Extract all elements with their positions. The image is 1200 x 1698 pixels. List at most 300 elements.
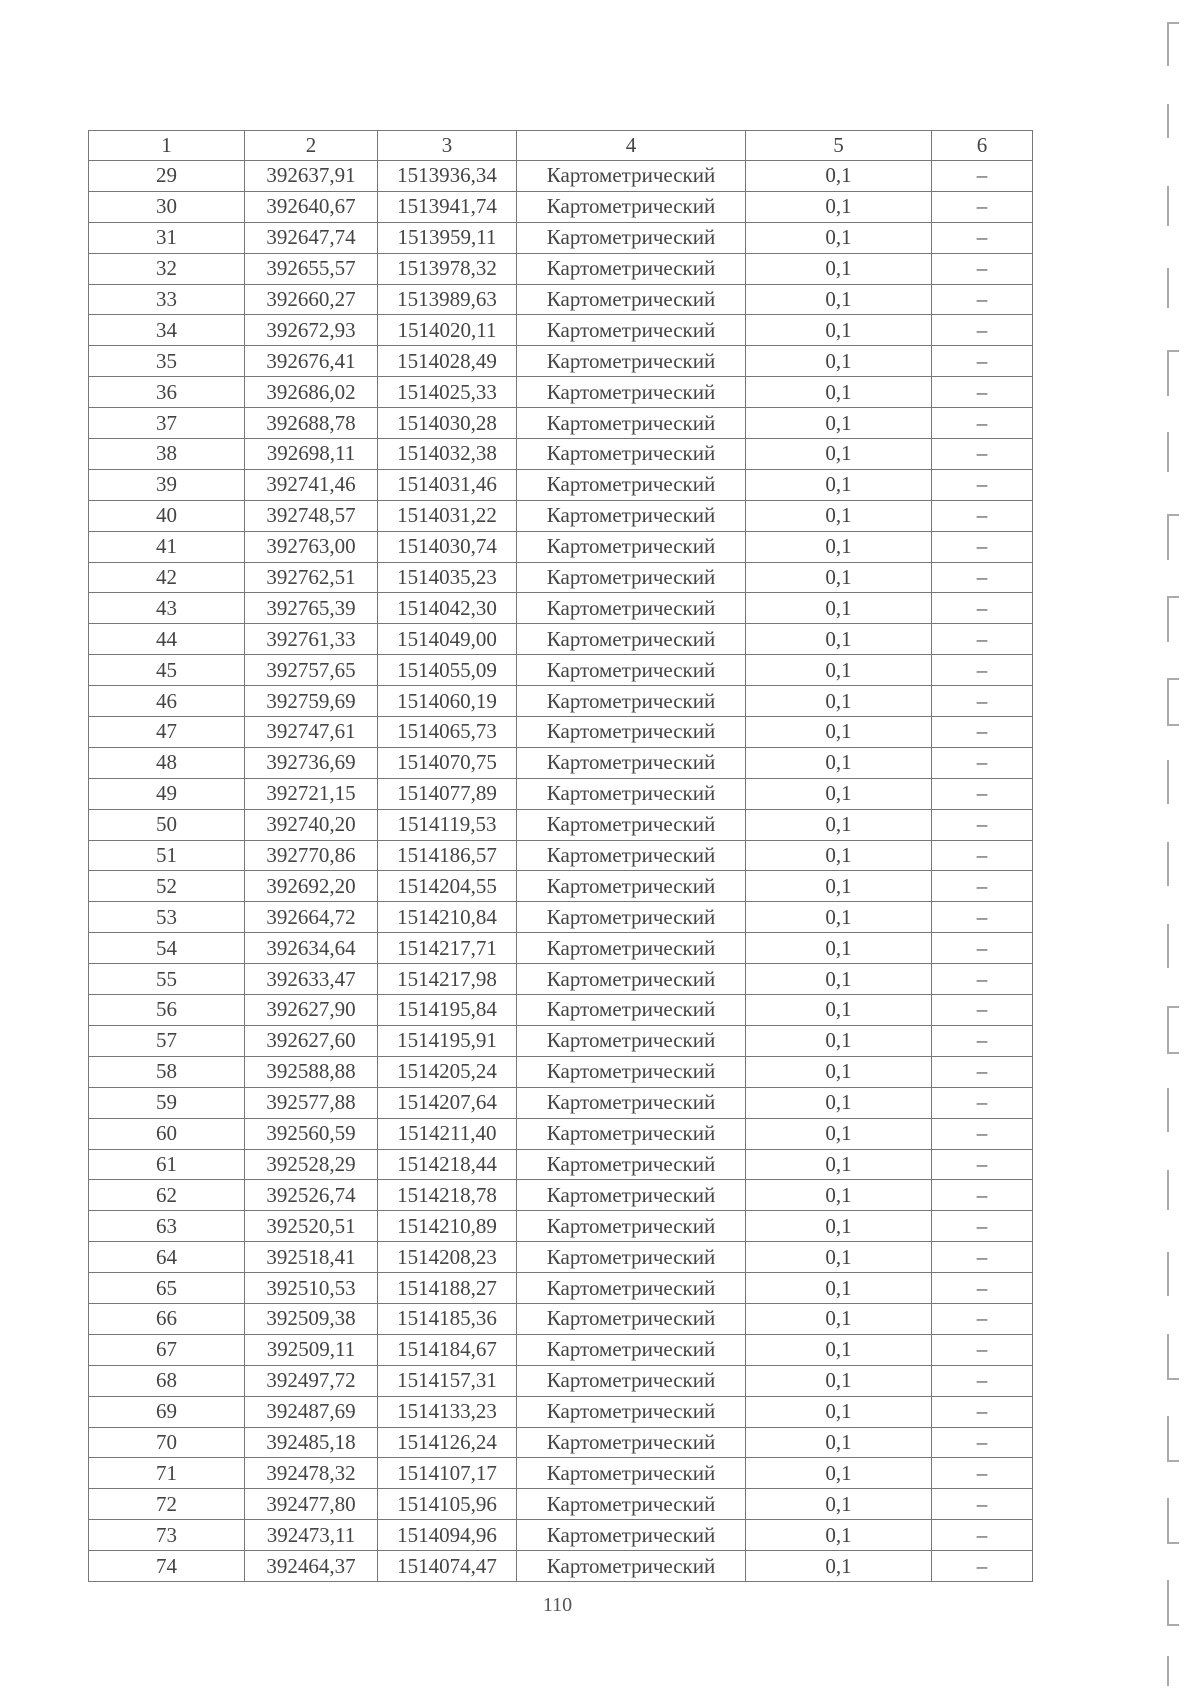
table-cell: 0,1	[746, 377, 932, 408]
table-cell: 0,1	[746, 1334, 932, 1365]
table-cell: 1514094,96	[378, 1520, 517, 1551]
table-cell: 1514211,40	[378, 1118, 517, 1149]
table-cell: 1514217,71	[378, 933, 517, 964]
table-cell: –	[932, 593, 1033, 624]
margin-mark	[1167, 1416, 1179, 1462]
table-cell: Картометрический	[517, 1025, 746, 1056]
table-cell: –	[932, 1087, 1033, 1118]
table-row	[89, 717, 1033, 748]
table-cell: –	[932, 655, 1033, 686]
table-row	[89, 1458, 1033, 1489]
table-cell: Картометрический	[517, 191, 746, 222]
table-cell: 392577,88	[245, 1087, 378, 1118]
table-cell: Картометрический	[517, 1396, 746, 1427]
table-cell: –	[932, 995, 1033, 1026]
table-cell: 0,1	[746, 1056, 932, 1087]
table-body	[89, 131, 1033, 1582]
table-cell: 1514195,84	[378, 995, 517, 1026]
table-cell: 392765,39	[245, 593, 378, 624]
table-cell: –	[932, 346, 1033, 377]
table-cell: 392740,20	[245, 809, 378, 840]
table-cell: 1514157,31	[378, 1365, 517, 1396]
table-cell: 392560,59	[245, 1118, 378, 1149]
table-row	[89, 161, 1033, 192]
margin-mark	[1167, 432, 1179, 472]
table-row	[89, 284, 1033, 315]
table-cell: 52	[89, 871, 245, 902]
table-cell: 38	[89, 439, 245, 470]
table-cell: 50	[89, 809, 245, 840]
table-cell: 392509,38	[245, 1303, 378, 1334]
table-cell: 1514042,30	[378, 593, 517, 624]
table-cell: 66	[89, 1303, 245, 1334]
table-cell: 1514208,23	[378, 1242, 517, 1273]
table-cell: 37	[89, 408, 245, 439]
margin-mark	[1167, 1580, 1179, 1626]
table-cell: 392721,15	[245, 778, 378, 809]
table-cell: 1514035,23	[378, 562, 517, 593]
table-cell: 0,1	[746, 191, 932, 222]
table-cell: 0,1	[746, 840, 932, 871]
table-cell: 392676,41	[245, 346, 378, 377]
table-cell: 48	[89, 747, 245, 778]
table-cell: 0,1	[746, 995, 932, 1026]
table-cell: 0,1	[746, 778, 932, 809]
margin-mark	[1167, 678, 1179, 726]
table-row	[89, 747, 1033, 778]
table-cell: 0,1	[746, 655, 932, 686]
margin-mark	[1167, 760, 1179, 804]
table-cell: Картометрический	[517, 593, 746, 624]
table-cell: –	[932, 1149, 1033, 1180]
table-cell: 53	[89, 902, 245, 933]
table-cell: 1514025,33	[378, 377, 517, 408]
table-cell: 0,1	[746, 500, 932, 531]
table-cell: 0,1	[746, 686, 932, 717]
table-cell: 1514030,28	[378, 408, 517, 439]
table-cell: 0,1	[746, 1025, 932, 1056]
table-cell: 392688,78	[245, 408, 378, 439]
table-cell: 0,1	[746, 1365, 932, 1396]
table-cell: 392473,11	[245, 1520, 378, 1551]
table-row	[89, 1025, 1033, 1056]
table-cell: Картометрический	[517, 655, 746, 686]
table-cell: –	[932, 1396, 1033, 1427]
table-cell: 392509,11	[245, 1334, 378, 1365]
table-cell: –	[932, 871, 1033, 902]
coordinates-table	[88, 130, 1033, 1582]
table-cell: 0,1	[746, 1520, 932, 1551]
table-cell: 57	[89, 1025, 245, 1056]
table-cell: 392763,00	[245, 531, 378, 562]
table-cell: 0,1	[746, 1273, 932, 1304]
table-cell: Картометрический	[517, 222, 746, 253]
table-cell: –	[932, 1180, 1033, 1211]
table-cell: 41	[89, 531, 245, 562]
table-cell: 58	[89, 1056, 245, 1087]
table-cell: –	[932, 222, 1033, 253]
column-header: 1	[89, 131, 245, 161]
table-cell: 54	[89, 933, 245, 964]
table-row	[89, 1365, 1033, 1396]
table-cell: 0,1	[746, 439, 932, 470]
table-cell: 392759,69	[245, 686, 378, 717]
table-cell: 0,1	[746, 1396, 932, 1427]
table-cell: 73	[89, 1520, 245, 1551]
table-cell: 0,1	[746, 902, 932, 933]
table-cell: 36	[89, 377, 245, 408]
table-cell: 0,1	[746, 408, 932, 439]
table-row	[89, 562, 1033, 593]
table-cell: 392655,57	[245, 253, 378, 284]
table-cell: 1514065,73	[378, 717, 517, 748]
column-header: 4	[517, 131, 746, 161]
table-cell: 1514185,36	[378, 1303, 517, 1334]
table-cell: Картометрический	[517, 439, 746, 470]
margin-mark	[1167, 596, 1179, 642]
table-cell: –	[932, 1242, 1033, 1273]
table-cell: –	[932, 902, 1033, 933]
table-row	[89, 1427, 1033, 1458]
table-cell: 0,1	[746, 964, 932, 995]
table-cell: 44	[89, 624, 245, 655]
margin-mark	[1167, 924, 1179, 968]
table-cell: 56	[89, 995, 245, 1026]
table-cell: –	[932, 1520, 1033, 1551]
table-cell: Картометрический	[517, 1211, 746, 1242]
table-cell: 392510,53	[245, 1273, 378, 1304]
table-cell: Картометрический	[517, 408, 746, 439]
table-cell: –	[932, 624, 1033, 655]
table-cell: 392518,41	[245, 1242, 378, 1273]
table-cell: 0,1	[746, 1118, 932, 1149]
table-cell: 392464,37	[245, 1551, 378, 1582]
table-cell: 1514217,98	[378, 964, 517, 995]
table-cell: 0,1	[746, 562, 932, 593]
table-row	[89, 253, 1033, 284]
table-cell: 392627,90	[245, 995, 378, 1026]
table-cell: 392748,57	[245, 500, 378, 531]
table-cell: –	[932, 1211, 1033, 1242]
table-cell: –	[932, 1303, 1033, 1334]
table-cell: 1514133,23	[378, 1396, 517, 1427]
table-cell: 0,1	[746, 1489, 932, 1520]
table-cell: 74	[89, 1551, 245, 1582]
table-cell: Картометрический	[517, 1149, 746, 1180]
table-cell: 392478,32	[245, 1458, 378, 1489]
table-cell: 1514028,49	[378, 346, 517, 377]
table-cell: 392633,47	[245, 964, 378, 995]
table-cell: Картометрический	[517, 871, 746, 902]
table-cell: –	[932, 562, 1033, 593]
table-cell: 392634,64	[245, 933, 378, 964]
table-cell: 0,1	[746, 1211, 932, 1242]
table-cell: 1514031,46	[378, 469, 517, 500]
table-cell: Картометрический	[517, 1334, 746, 1365]
table-cell: Картометрический	[517, 809, 746, 840]
table-cell: 392487,69	[245, 1396, 378, 1427]
table-cell: –	[932, 408, 1033, 439]
table-cell: Картометрический	[517, 1056, 746, 1087]
table-cell: 1514020,11	[378, 315, 517, 346]
margin-mark	[1167, 186, 1179, 226]
table-row	[89, 902, 1033, 933]
table-cell: 1514205,24	[378, 1056, 517, 1087]
table-cell: –	[932, 840, 1033, 871]
table-cell: Картометрический	[517, 717, 746, 748]
table-cell: 1514184,67	[378, 1334, 517, 1365]
margin-mark	[1167, 350, 1179, 396]
table-cell: –	[932, 469, 1033, 500]
table-cell: 42	[89, 562, 245, 593]
column-header: 2	[245, 131, 378, 161]
table-row	[89, 1087, 1033, 1118]
table-cell: 1514060,19	[378, 686, 517, 717]
table-cell: 392660,27	[245, 284, 378, 315]
table-cell: 1513959,11	[378, 222, 517, 253]
table-cell: –	[932, 1025, 1033, 1056]
margin-mark	[1167, 842, 1179, 886]
table-row	[89, 1180, 1033, 1211]
table-cell: 1514186,57	[378, 840, 517, 871]
table-cell: 0,1	[746, 222, 932, 253]
table-cell: 0,1	[746, 593, 932, 624]
table-cell: Картометрический	[517, 686, 746, 717]
table-row	[89, 1489, 1033, 1520]
table-cell: 71	[89, 1458, 245, 1489]
table-row	[89, 315, 1033, 346]
table-cell: 1514105,96	[378, 1489, 517, 1520]
table-cell: 1514031,22	[378, 500, 517, 531]
table-cell: 0,1	[746, 346, 932, 377]
table-cell: 29	[89, 161, 245, 192]
table-cell: Картометрический	[517, 346, 746, 377]
table-cell: –	[932, 284, 1033, 315]
table-cell: Картометрический	[517, 161, 746, 192]
table-cell: 392637,91	[245, 161, 378, 192]
table-cell: 1514218,44	[378, 1149, 517, 1180]
margin-mark	[1167, 514, 1179, 560]
table-row	[89, 809, 1033, 840]
table-cell: 39	[89, 469, 245, 500]
table-cell: Картометрический	[517, 933, 746, 964]
table-cell: Картометрический	[517, 747, 746, 778]
table-cell: 392528,29	[245, 1149, 378, 1180]
table-cell: Картометрический	[517, 315, 746, 346]
margin-mark	[1167, 1656, 1179, 1686]
table-row	[89, 1211, 1033, 1242]
column-header: 3	[378, 131, 517, 161]
table-cell: 55	[89, 964, 245, 995]
table-cell: 392698,11	[245, 439, 378, 470]
column-header: 6	[932, 131, 1033, 161]
table-cell: Картометрический	[517, 1273, 746, 1304]
table-cell: 1513989,63	[378, 284, 517, 315]
table-cell: 392736,69	[245, 747, 378, 778]
table-row	[89, 995, 1033, 1026]
table-cell: 0,1	[746, 747, 932, 778]
table-cell: 1513978,32	[378, 253, 517, 284]
table-cell: Картометрический	[517, 1087, 746, 1118]
table-cell: 0,1	[746, 1458, 932, 1489]
table-cell: Картометрический	[517, 562, 746, 593]
table-cell: 392664,72	[245, 902, 378, 933]
table-cell: Картометрический	[517, 1365, 746, 1396]
table-cell: Картометрический	[517, 1458, 746, 1489]
table-cell: 0,1	[746, 1242, 932, 1273]
table-row	[89, 778, 1033, 809]
table-cell: Картометрический	[517, 778, 746, 809]
table-cell: 392588,88	[245, 1056, 378, 1087]
table-cell: 0,1	[746, 624, 932, 655]
table-cell: Картометрический	[517, 1551, 746, 1582]
table-cell: 1514126,24	[378, 1427, 517, 1458]
table-cell: 392627,60	[245, 1025, 378, 1056]
table-cell: –	[932, 1427, 1033, 1458]
margin-mark	[1167, 104, 1179, 138]
table-cell: 59	[89, 1087, 245, 1118]
table-cell: –	[932, 686, 1033, 717]
table-row	[89, 933, 1033, 964]
table-cell: 1514207,64	[378, 1087, 517, 1118]
table-cell: 1514077,89	[378, 778, 517, 809]
margin-mark	[1167, 1498, 1179, 1544]
table-cell: 0,1	[746, 1551, 932, 1582]
table-row	[89, 655, 1033, 686]
table-cell: 392485,18	[245, 1427, 378, 1458]
table-row	[89, 964, 1033, 995]
table-cell: –	[932, 191, 1033, 222]
table-cell: –	[932, 809, 1033, 840]
table-row	[89, 408, 1033, 439]
table-cell: 1514049,00	[378, 624, 517, 655]
table-row	[89, 1334, 1033, 1365]
margin-mark	[1167, 1170, 1179, 1210]
table-cell: Картометрический	[517, 1118, 746, 1149]
table-row	[89, 222, 1033, 253]
table-row	[89, 1056, 1033, 1087]
table-cell: 392757,65	[245, 655, 378, 686]
table-cell: 0,1	[746, 531, 932, 562]
table-cell: –	[932, 933, 1033, 964]
table-cell: –	[932, 1056, 1033, 1087]
table-cell: 0,1	[746, 1087, 932, 1118]
table-cell: 1514055,09	[378, 655, 517, 686]
table-cell: 0,1	[746, 809, 932, 840]
table-cell: 1514032,38	[378, 439, 517, 470]
table-cell: 392647,74	[245, 222, 378, 253]
table-cell: 392747,61	[245, 717, 378, 748]
table-cell: 0,1	[746, 1427, 932, 1458]
table-cell: Картометрический	[517, 964, 746, 995]
table-cell: Картометрический	[517, 377, 746, 408]
table-cell: –	[932, 531, 1033, 562]
table-cell: 0,1	[746, 315, 932, 346]
table-cell: –	[932, 964, 1033, 995]
table-cell: –	[932, 439, 1033, 470]
table-cell: 392741,46	[245, 469, 378, 500]
table-row	[89, 1520, 1033, 1551]
table-cell: Картометрический	[517, 840, 746, 871]
table-cell: 392640,67	[245, 191, 378, 222]
table-row	[89, 469, 1033, 500]
table-row	[89, 1242, 1033, 1273]
table-cell: –	[932, 315, 1033, 346]
table-cell: –	[932, 161, 1033, 192]
table-cell: 1513941,74	[378, 191, 517, 222]
table-cell: 0,1	[746, 1303, 932, 1334]
table-cell: –	[932, 717, 1033, 748]
table-cell: 49	[89, 778, 245, 809]
table-cell: Картометрический	[517, 531, 746, 562]
table-cell: 0,1	[746, 284, 932, 315]
table-cell: Картометрический	[517, 1303, 746, 1334]
table-cell: 0,1	[746, 161, 932, 192]
table-row	[89, 377, 1033, 408]
table-cell: 43	[89, 593, 245, 624]
column-header: 5	[746, 131, 932, 161]
table-cell: 1514210,89	[378, 1211, 517, 1242]
table-cell: –	[932, 1458, 1033, 1489]
table-cell: 1514210,84	[378, 902, 517, 933]
table-row	[89, 1273, 1033, 1304]
table-row	[89, 1149, 1033, 1180]
table-cell: 392761,33	[245, 624, 378, 655]
table-cell: 392770,86	[245, 840, 378, 871]
table-cell: Картометрический	[517, 1242, 746, 1273]
table-row	[89, 840, 1033, 871]
table-cell: 51	[89, 840, 245, 871]
table-row	[89, 531, 1033, 562]
table-cell: 33	[89, 284, 245, 315]
table-cell: 0,1	[746, 469, 932, 500]
table-cell: 1514107,17	[378, 1458, 517, 1489]
table-cell: 1514188,27	[378, 1273, 517, 1304]
table-cell: Картометрический	[517, 995, 746, 1026]
margin-mark	[1167, 22, 1179, 66]
table-cell: 31	[89, 222, 245, 253]
table-cell: 61	[89, 1149, 245, 1180]
table-cell: –	[932, 1551, 1033, 1582]
table-cell: Картометрический	[517, 500, 746, 531]
table-cell: 64	[89, 1242, 245, 1273]
table-cell: 392762,51	[245, 562, 378, 593]
table-cell: Картометрический	[517, 469, 746, 500]
table-cell: 46	[89, 686, 245, 717]
table-cell: 70	[89, 1427, 245, 1458]
table-cell: 63	[89, 1211, 245, 1242]
table-cell: 0,1	[746, 871, 932, 902]
margin-mark	[1167, 268, 1179, 308]
table-row	[89, 1118, 1033, 1149]
table-cell: 392477,80	[245, 1489, 378, 1520]
table-cell: 392526,74	[245, 1180, 378, 1211]
table-row	[89, 1551, 1033, 1582]
table-cell: 60	[89, 1118, 245, 1149]
table-cell: 47	[89, 717, 245, 748]
table-cell: 35	[89, 346, 245, 377]
table-cell: 65	[89, 1273, 245, 1304]
table-cell: 32	[89, 253, 245, 284]
table-cell: –	[932, 500, 1033, 531]
table-cell: –	[932, 1334, 1033, 1365]
table-cell: 392520,51	[245, 1211, 378, 1242]
table-cell: Картометрический	[517, 253, 746, 284]
margin-mark	[1167, 1006, 1179, 1054]
table-cell: –	[932, 1273, 1033, 1304]
table-cell: 1513936,34	[378, 161, 517, 192]
table-row	[89, 439, 1033, 470]
